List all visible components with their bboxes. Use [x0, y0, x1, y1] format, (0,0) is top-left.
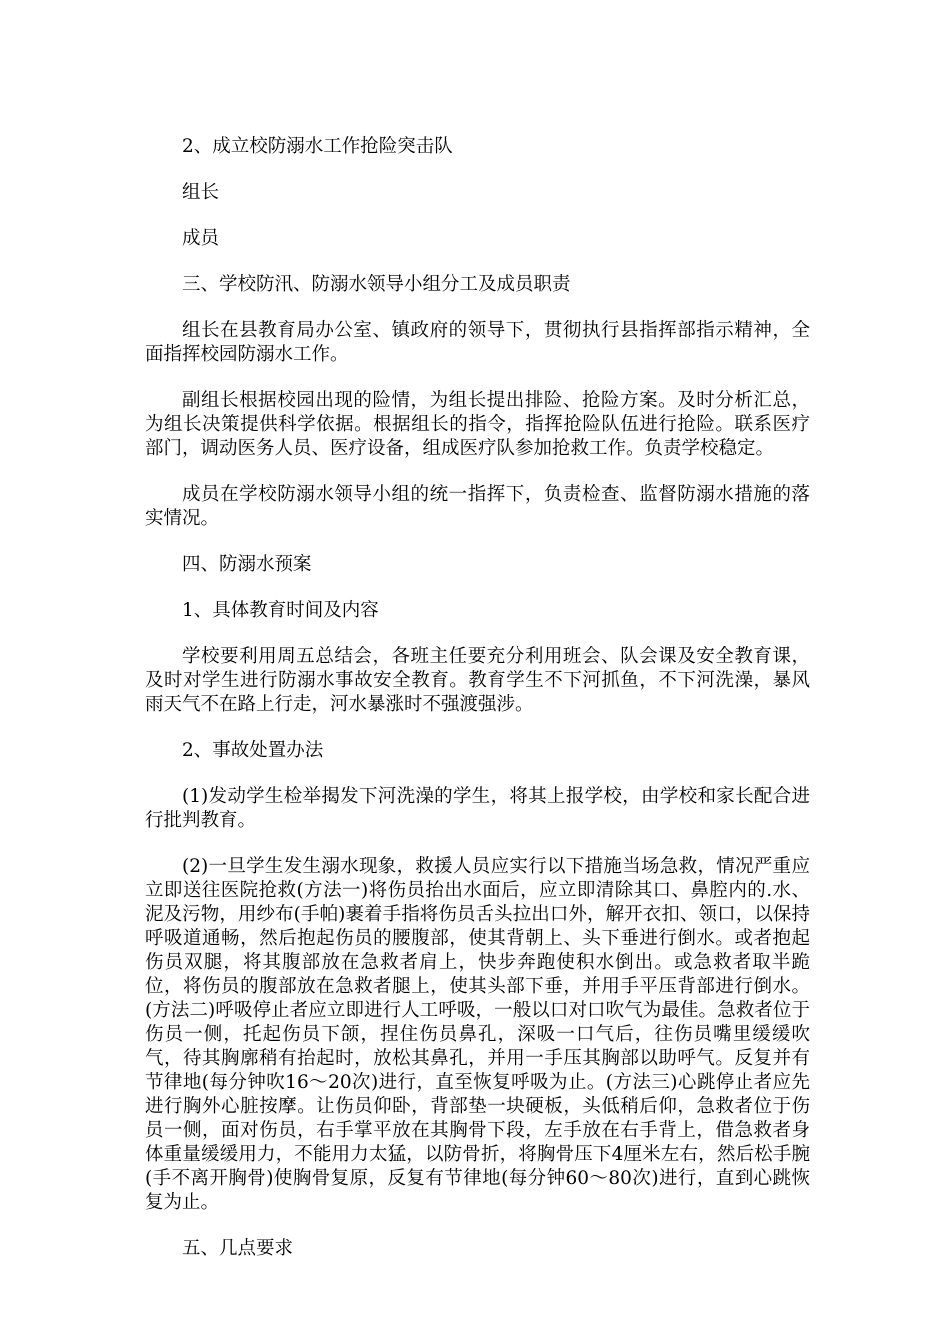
body-paragraph: (2)一旦学生发生溺水现象，救援人员应实行以下措施当场急救，情况严重应立即送往医院抢救(方法一)将伤员抬出水面后，应立即清除其口、鼻腔内的.水、泥及污物，用纱布(手帕)裹着手指将伤员舌头拉出口外，解开衣扣、领口，以保持呼吸道通畅，然后抱起伤员的腰腹部，使其背朝上、头下垂进行倒水。或者抱起伤员双腿，将其腹部放在急救者肩上，快步奔跑使积水倒出。或急救者取半跪位，将伤员的腹部放在急救者腿上，使其头部下垂，并用手平压背部进行倒水。(方法二)呼吸停止者应立即进行人工呼吸，一般以口对口吹气为最佳。急救者位于伤员一侧，托起伤员下颌，捏住伤员鼻孔，深吸一口气后，往伤员嘴里缓缓吹气，待其胸廓稍有抬起时，放松其鼻孔，并用一手压其胸部以助呼气。反复并有节律地(每分钟吹16～20次)进行，直至恢复呼吸为止。(方法三)心跳停止者应先进行胸外心脏按摩。让伤员仰卧，背部垫一块硬板，头低稍后仰，急救者位于伤员一侧，面对伤员，右手掌平放在其胸骨下段，左手放在右手背上，借急救者身体重量缓缓用力，不能用力太猛，以防骨折，将胸骨压下4厘米左右，然后松手腕(手不离开胸骨)使胸骨复原，反复有节律地(每分钟60～80次)进行，直到心跳恢复为止。: [145, 856, 810, 1213]
role-label-leader: 组长: [182, 182, 220, 203]
subsection-heading: 1、具体教育时间及内容: [182, 600, 379, 621]
section-heading: 2、成立校防溺水工作抢险突击队: [182, 136, 453, 157]
section-heading: 五、几点要求: [182, 1238, 294, 1259]
subsection-heading: 2、事故处置办法: [182, 740, 324, 761]
body-paragraph: 副组长根据校园出现的险情，为组长提出排险、抢险方案。及时分析汇总，为组长决策提供科学依据。根据组长的指令，指挥抢险队伍进行抢险。联系医疗部门，调动医务人员、医疗设备，组成医疗队参加抢救工作。负责学校稳定。: [145, 390, 810, 459]
role-label-members: 成员: [182, 228, 220, 249]
document-body: [145, 135, 810, 1283]
section-heading: 三、学校防汛、防溺水领导小组分工及成员职责: [182, 274, 571, 295]
body-paragraph: 组长在县教育局办公室、镇政府的领导下，贯彻执行县指挥部指示精神，全面指挥校园防溺水工作。: [145, 320, 810, 365]
body-paragraph: 成员在学校防溺水领导小组的统一指挥下，负责检查、监督防溺水措施的落实情况。: [145, 484, 810, 529]
section-heading: 四、防溺水预案: [182, 554, 312, 575]
body-paragraph: (1)发动学生检举揭发下河洗澡的学生，将其上报学校，由学校和家长配合进行批判教育。: [145, 786, 810, 831]
body-paragraph: 学校要利用周五总结会，各班主任要充分利用班会、队会课及安全教育课，及时对学生进行防溺水事故安全教育。教育学生不下河抓鱼，不下河洗澡，暴风雨天气不在路上行走，河水暴涨时不强渡强涉。: [145, 646, 810, 715]
